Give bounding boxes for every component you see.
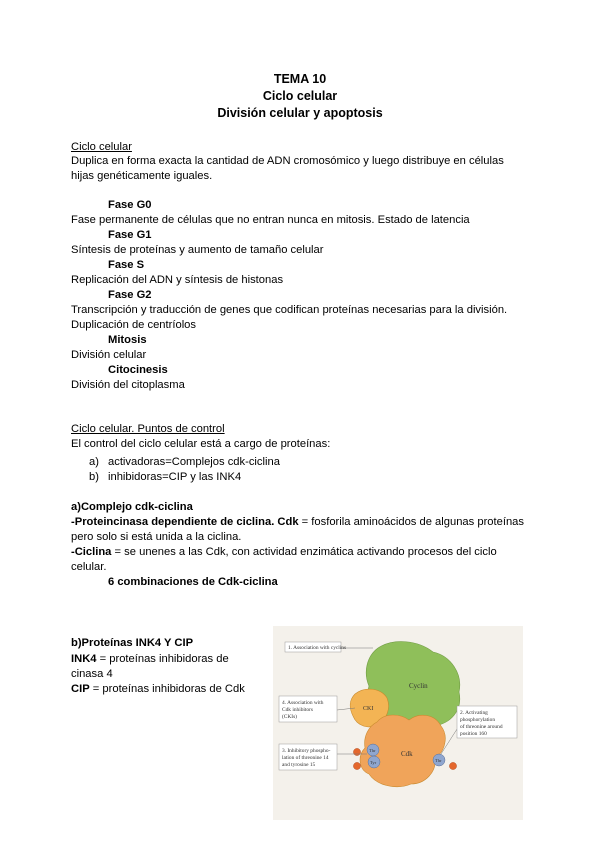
figure-label: 1. Association with cyclins bbox=[288, 645, 347, 651]
figure-label: of threonine around bbox=[460, 724, 503, 730]
phase-description: Transcripción y traducción de genes que codifican proteínas necesarias para la división. bbox=[71, 304, 508, 316]
section-heading-cdk-ciclina: a)Complejo cdk-ciclina bbox=[71, 501, 193, 513]
intro-line-1: Duplica en forma exacta la cantidad de ADN cromosómico y luego distribuye en células bbox=[71, 155, 504, 167]
figure-svg bbox=[273, 626, 523, 820]
figure-label: 2. Activating bbox=[460, 710, 488, 716]
page-title: Ciclo celular bbox=[262, 89, 338, 103]
phase-name: Fase G1 bbox=[108, 229, 152, 241]
phase-name: Citocinesis bbox=[108, 364, 168, 376]
phosphate-dot bbox=[449, 762, 456, 769]
cdk-definition-text: = fosforila aminoácidos de algunas proteínas bbox=[298, 516, 524, 528]
thr-label: Thr bbox=[369, 748, 376, 753]
phase-name: Mitosis bbox=[108, 334, 147, 346]
phase-name: Fase S bbox=[108, 259, 145, 271]
cdk-definition-cont: pero solo si está unida a la ciclina. bbox=[71, 531, 242, 543]
cdk-label: Cdk bbox=[401, 750, 413, 758]
cip-definition-text: = proteínas inhibidoras de Cdk bbox=[89, 683, 245, 695]
ink4-definition bbox=[71, 652, 229, 666]
cki-label: CKI bbox=[363, 706, 374, 712]
ciclina-definition-text: = se unenes a las Cdk, con actividad enzimática activando procesos del ciclo bbox=[111, 546, 497, 558]
figure-label: position 160 bbox=[460, 731, 487, 737]
ciclina-definition-cont: celular. bbox=[71, 561, 107, 573]
topic-number: TEMA 10 bbox=[273, 72, 327, 86]
figure-label: 4. Association with bbox=[282, 700, 324, 706]
ciclina-definition bbox=[71, 545, 497, 559]
cdk-regulation-figure bbox=[273, 626, 523, 820]
figure-label: Cdk inhibitors bbox=[282, 707, 313, 713]
term-cdk: -Proteincinasa dependiente de ciclina. Cdk bbox=[71, 516, 299, 528]
phase-description: Replicación del ADN y síntesis de histonas bbox=[71, 274, 284, 286]
section-heading-puntos-control: Ciclo celular. Puntos de control bbox=[71, 423, 225, 435]
phase-name: Fase G2 bbox=[108, 289, 152, 301]
phase-description: División del citoplasma bbox=[71, 379, 185, 391]
figure-label: and tyrosine 15 bbox=[282, 762, 316, 768]
figure-label: 3. Inhibitory phospho- bbox=[282, 748, 331, 754]
phase-name: Fase G0 bbox=[108, 199, 152, 211]
phase-description: División celular bbox=[71, 349, 147, 361]
phase-description: Fase permanente de células que no entran nunca en mitosis. Estado de latencia bbox=[71, 214, 470, 226]
term-ink4: INK4 bbox=[71, 653, 97, 665]
figure-label: phosphorylation bbox=[460, 717, 496, 723]
figure-label: lation of threonine 14 bbox=[282, 755, 329, 761]
cyclin-label: Cyclin bbox=[409, 682, 428, 690]
phosphate-dot bbox=[353, 748, 360, 755]
cip-definition bbox=[71, 682, 245, 696]
list-marker: a) bbox=[89, 456, 99, 468]
section-heading-ink4-cip: b)Proteínas INK4 Y CIP bbox=[71, 637, 194, 649]
phosphate-dot bbox=[353, 762, 360, 769]
section-heading-ciclo-celular: Ciclo celular bbox=[71, 141, 132, 153]
tyr-label: Tyr bbox=[370, 760, 377, 765]
list-item: inhibidoras=CIP y las INK4 bbox=[108, 471, 242, 483]
list-item: activadoras=Complejos cdk-ciclina bbox=[108, 456, 280, 468]
term-ciclina: -Ciclina bbox=[71, 546, 112, 558]
intro-line-2: hijas genéticamente iguales. bbox=[71, 170, 213, 182]
control-intro: El control del ciclo celular está a cargo de proteínas: bbox=[71, 438, 331, 450]
phase-description: Síntesis de proteínas y aumento de tamaño celular bbox=[71, 244, 324, 256]
figure-label: (CKIs) bbox=[282, 714, 297, 720]
ink4-definition-cont: cinasa 4 bbox=[71, 668, 113, 680]
page-subtitle: División celular y apoptosis bbox=[217, 106, 383, 120]
ink4-definition-text: = proteínas inhibidoras de bbox=[96, 653, 229, 665]
phase-description-cont: Duplicación de centríolos bbox=[71, 319, 196, 331]
combinations-note: 6 combinaciones de Cdk-ciclina bbox=[108, 576, 278, 588]
term-cip: CIP bbox=[71, 683, 90, 695]
list-marker: b) bbox=[89, 471, 99, 483]
thr-label: Thr bbox=[435, 758, 442, 763]
cdk-definition bbox=[71, 515, 524, 529]
